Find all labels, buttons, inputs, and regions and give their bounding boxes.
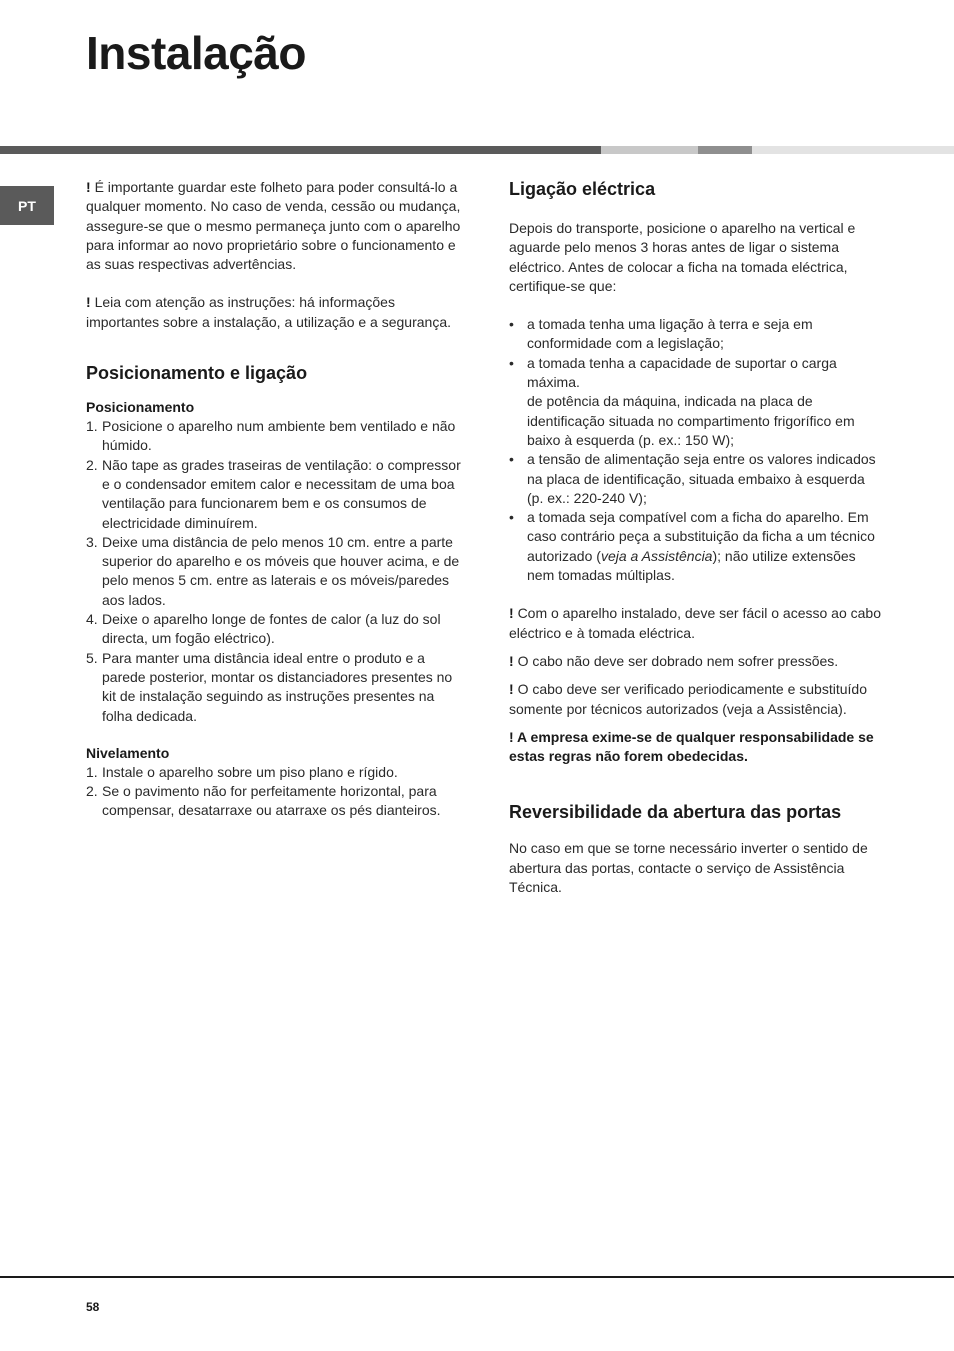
language-tab: PT xyxy=(0,186,54,225)
warning-icon: ! xyxy=(509,681,514,698)
list-item: 2. Se o pavimento não for perfeitamente horizontal, para compensar, desatarraxe ou atarraxe os pés dianteiros. xyxy=(86,783,441,819)
list-item: 4. Deixe o aparelho longe de fontes de calor (a luz do sol directa, um fogão eléctrico). xyxy=(86,611,441,647)
bullet-icon: • xyxy=(509,509,514,526)
warning-liability: ! A empresa exime-se de qualquer responsabilidade se estas regras não forem obedecidas. xyxy=(509,728,874,765)
page-title: Instalação xyxy=(86,27,306,79)
header-bar-light xyxy=(601,146,698,154)
list-item: 1. Posicione o aparelho num ambiente bem ventilado e não húmido. xyxy=(86,418,456,454)
section-title-reversibility: Reversibilidade da abertura das portas xyxy=(509,802,842,823)
header-bar-dark xyxy=(0,146,601,154)
bullet-icon: • xyxy=(509,451,514,468)
subsection-title-positioning: Posicionamento xyxy=(86,399,195,416)
list-item: • a tomada seja compatível com a ficha do aparelho. Em caso contrário peça a substituição da ficha a um técnico autorizado (veja a Assistência); não utilize extensões nem tomadas múltiplas. xyxy=(509,509,875,584)
warning-cable-check: ! O cabo deve ser verificado periodicamente e substituído somente por técnicos autorizados (veja a Assistência). xyxy=(509,681,867,717)
list-item: 5. Para manter uma distância ideal entre o produto e a parede posterior, montar os distanciadores presentes no kit de instalação seguindo as instruções presentes na folha dedicada. xyxy=(86,649,453,724)
bullet-icon: • xyxy=(509,316,514,333)
section-title-electrical: Ligação eléctrica xyxy=(509,179,656,199)
intro-warning-2: ! Leia com atenção as instruções: há informações importantes sobre a instalação, a utilização e a segurança. xyxy=(86,294,451,330)
header-bar-pale xyxy=(752,146,954,154)
section-title-positioning: Posicionamento e ligação xyxy=(86,363,308,384)
bullet-icon: • xyxy=(509,354,514,371)
list-item: • a tomada tenha uma ligação à terra e seja em conformidade com a legislação; xyxy=(509,316,813,352)
left-column xyxy=(86,178,466,821)
warning-icon: ! xyxy=(86,294,91,311)
list-item: 2. Não tape as grades traseiras de ventilação: o compressor e o condensador emitem calor e necessitam de uma boa ventilação para funcionarem bem e os consumos de electricidade diminuírem. xyxy=(86,456,461,531)
leveling-list xyxy=(86,763,466,821)
warning-icon: ! xyxy=(509,605,514,622)
warning-icon: ! xyxy=(509,652,514,669)
header-bar-mid xyxy=(698,146,752,154)
list-item: 1. Instale o aparelho sobre um piso plano e rígido. xyxy=(86,763,398,780)
warning-access: ! Com o aparelho instalado, deve ser fácil o acesso ao cabo eléctrico e à tomada eléctrica. xyxy=(509,605,882,641)
electrical-intro: Depois do transporte, posicione o aparelho na vertical e aguarde pelo menos 3 horas antes de ligar o sistema eléctrico. Antes de colocar a ficha na tomada eléctrica, certifique-se que: xyxy=(509,220,856,294)
list-item: 3. Deixe uma distância de pelo menos 10 cm. entre a parte superior do aparelho e os móveis que houver acima, e de pelo menos 5 cm. entre as laterais e os móveis/paredes aos lados. xyxy=(86,533,460,608)
list-item: • a tensão de alimentação seja entre os valores indicados na placa de identificação, situada embaixo à esquerda (p. ex.: 220-240 V); xyxy=(509,451,876,506)
subsection-title-leveling: Nivelamento xyxy=(86,744,170,761)
intro-warning-1: ! É importante guardar este folheto para poder consultá-lo a qualquer momento. No caso de venda, cessão ou mudança, assegure-se que o mesmo permaneça junto com o aparelho para informar ao novo proprietário sobre o funcionamento e as suas respectivas advertências. xyxy=(86,179,461,273)
warning-icon: ! xyxy=(86,179,91,195)
right-column xyxy=(509,178,884,897)
warning-icon: ! xyxy=(509,728,514,745)
positioning-list xyxy=(86,417,466,726)
reversibility-text: No caso em que se torne necessário inverter o sentido de abertura das portas, contacte o serviço de Assistência Técnica. xyxy=(509,840,868,896)
footer-divider xyxy=(0,1276,954,1278)
page-number: 58 xyxy=(86,1300,100,1314)
electrical-checklist xyxy=(509,315,884,585)
warning-cable-bend: ! O cabo não deve ser dobrado nem sofrer pressões. xyxy=(509,652,839,669)
list-item: • a tomada tenha a capacidade de suportar o carga máxima. de potência da máquina, indicada na placa de identificação situada no compartimento frigorífico em baixo à esquerda (p. ex.: 150 W); xyxy=(509,354,855,448)
